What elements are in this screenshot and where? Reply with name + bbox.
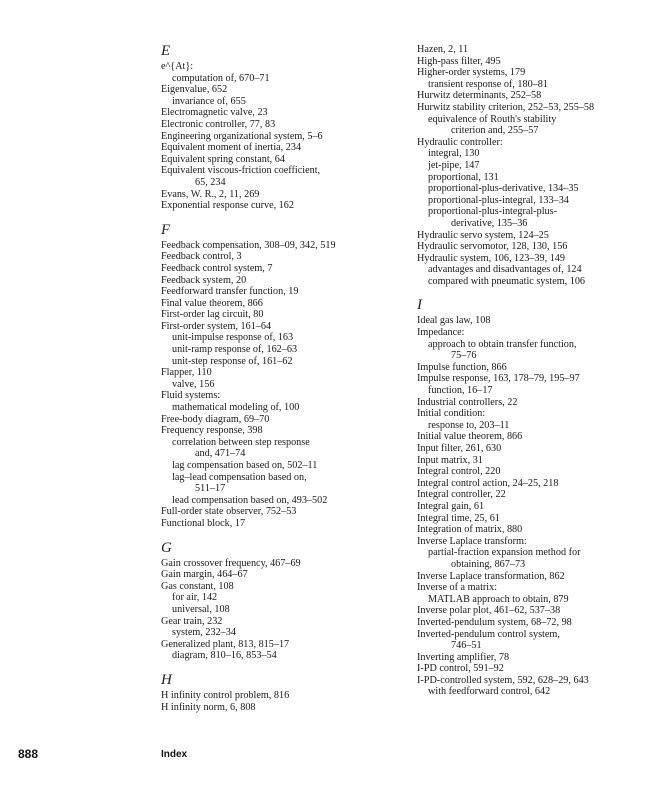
index-entry: Hurwitz determinants, 252–58 — [417, 90, 542, 102]
index-entry: Initial condition: — [417, 408, 486, 420]
index-entry: Electromagnetic valve, 23 — [161, 107, 268, 119]
index-entry: Equivalent viscous-friction coefficient, — [161, 165, 321, 177]
index-entry: Electronic controller, 77, 83 — [161, 118, 276, 130]
index-subentry: proportional, 131 — [428, 171, 499, 183]
index-subentry: integral, 130 — [428, 148, 480, 160]
index-subentry: for air, 142 — [172, 592, 218, 604]
section-gap — [161, 662, 396, 670]
index-entry: e^{At}: — [161, 61, 194, 72]
index-subentry: 65, 234 — [195, 176, 226, 188]
index-entry: Free-body diagram, 69–70 — [161, 413, 270, 425]
index-subentry: criterion and, 255–57 — [451, 125, 539, 137]
index-entry: Integration of matrix, 880 — [417, 524, 523, 536]
index-entry: Inverse Laplace transformation, 862 — [417, 570, 565, 582]
index-entry: Final value theorem, 866 — [161, 297, 263, 309]
section-letter: G — [161, 539, 172, 556]
section-gap — [161, 212, 396, 220]
index-subentry: valve, 156 — [172, 378, 215, 390]
index-entry: Feedback system, 20 — [161, 274, 247, 286]
index-subentry: unit-step response of, 161–62 — [172, 355, 293, 367]
index-entry: Input filter, 261, 630 — [417, 443, 502, 454]
index-subentry: 746–51 — [451, 640, 482, 652]
index-entry: Exponential response curve, 162 — [161, 200, 294, 212]
index-subentry: lead compensation based on, 493–502 — [172, 494, 328, 506]
section-letter: H — [161, 671, 172, 688]
index-subentry: jet-pipe, 147 — [428, 159, 480, 171]
index-subentry: proportional-plus-integral-plus- — [428, 206, 558, 218]
index-entry: Integral time, 25, 61 — [417, 512, 500, 524]
section-letter: I — [417, 297, 422, 314]
index-subentry: 511–17 — [195, 483, 226, 495]
index-entry: Hydraulic servo system, 124–25 — [417, 229, 549, 241]
index-entry: Inverted-pendulum control system, — [417, 628, 560, 640]
index-entry: Frequency response, 398 — [161, 425, 263, 437]
index-subentry: function, 16–17 — [428, 385, 493, 397]
index-entry: Initial value theorem, 866 — [417, 431, 523, 443]
index-subentry: unit-impulse response of, 163 — [172, 332, 294, 344]
index-subentry: advantages and disadvantages of, 124 — [428, 264, 582, 276]
index-subentry: computation of, 670–71 — [172, 72, 270, 84]
index-entry: Hurwitz stability criterion, 252–53, 255–58 — [417, 101, 595, 113]
index-subentry: lag compensation based on, 502–11 — [172, 460, 318, 471]
index-subentry: partial-fraction expansion method for — [428, 547, 581, 559]
index-entry: Hazen, 2, 11 — [417, 44, 469, 55]
index-entry: Higher-order systems, 179 — [417, 67, 526, 79]
index-entry: Gain margin, 464–67 — [161, 569, 248, 581]
index-subentry: with feedforward control, 642 — [428, 686, 551, 698]
index-entry: Feedforward transfer function, 19 — [161, 286, 299, 298]
index-entry: Integral gain, 61 — [417, 500, 485, 512]
index-column-left — [161, 44, 396, 713]
index-subentry: obtaining, 867–73 — [451, 558, 526, 570]
index-entry: Inverting amplifier, 78 — [417, 651, 510, 663]
index-subentry: universal, 108 — [172, 603, 230, 615]
index-entry: I-PD-controlled system, 592, 628–29, 643 — [417, 674, 589, 686]
index-entry: Impulse function, 866 — [417, 361, 507, 373]
index-entry: High-pass filter, 495 — [417, 55, 501, 67]
index-entry: Functional block, 17 — [161, 517, 246, 529]
index-subentry: correlation between step response — [172, 436, 310, 448]
index-entry: I-PD control, 591–92 — [417, 663, 504, 675]
index-entry: Inverted-pendulum system, 68–72, 98 — [417, 616, 572, 628]
index-entry: Industrial controllers, 22 — [417, 396, 518, 408]
index-entry: Gear train, 232 — [161, 615, 223, 627]
index-entry: Hydraulic servomotor, 128, 130, 156 — [417, 241, 568, 253]
index-subentry: and, 471–74 — [195, 448, 246, 460]
index-subentry: mathematical modeling of, 100 — [172, 402, 300, 414]
index-entry: Eigenvalue, 652 — [161, 84, 228, 96]
index-subentry: MATLAB approach to obtain, 879 — [428, 593, 569, 605]
index-subentry: invariance of, 655 — [172, 95, 246, 107]
index-subentry: proportional-plus-derivative, 134–35 — [428, 183, 579, 195]
index-subentry: diagram, 810–16, 853–54 — [172, 650, 277, 662]
index-entry: Equivalent moment of inertia, 234 — [161, 142, 302, 154]
index-entry: Gas constant, 108 — [161, 580, 234, 592]
index-subentry: unit-ramp response of, 162–63 — [172, 344, 298, 356]
index-subentry: lag–lead compensation based on, — [172, 471, 307, 483]
index-entry: Input matrix, 31 — [417, 454, 483, 466]
index-entry: Full-order state observer, 752–53 — [161, 506, 297, 518]
index-subentry: compared with pneumatic system, 106 — [428, 275, 586, 287]
index-entry: Feedback control, 3 — [161, 251, 242, 263]
index-subentry: proportional-plus-integral, 133–34 — [428, 194, 569, 206]
index-entry: Fluid systems: — [161, 390, 221, 402]
index-entry: Gain crossover frequency, 467–69 — [161, 557, 301, 569]
section-letter: E — [161, 43, 171, 59]
index-entry: Integral controller, 22 — [417, 489, 506, 501]
index-entry: Impulse response, 163, 178–79, 195–97 — [417, 373, 580, 385]
index-entry: Hydraulic controller: — [417, 136, 503, 148]
index-subentry: transient response of, 180–81 — [428, 78, 548, 90]
index-entry: Integral control action, 24–25, 218 — [417, 477, 559, 489]
index-entry: Inverse polar plot, 461–62, 537–38 — [417, 605, 561, 617]
section-letter: F — [161, 221, 171, 238]
index-entry: Equivalent spring constant, 64 — [161, 153, 285, 165]
index-entry: Feedback compensation, 308–09, 342, 519 — [161, 239, 336, 251]
index-entry: Impedance: — [417, 327, 465, 339]
index-subentry: derivative, 135–36 — [451, 217, 528, 229]
section-gap — [161, 530, 396, 538]
index-entry: Inverse of a matrix: — [417, 582, 498, 594]
running-footer-title: Index — [161, 749, 188, 760]
index-entry: Engineering organizational system, 5–6 — [161, 130, 323, 142]
index-subentry: 75–76 — [451, 350, 477, 362]
index-subentry: system, 232–34 — [172, 627, 236, 639]
index-entry: H infinity norm, 6, 808 — [161, 701, 256, 713]
index-subentry: equivalence of Routh's stability — [428, 113, 557, 125]
index-entry: Evans, W. R., 2, 11, 269 — [161, 188, 260, 200]
index-entry: Inverse Laplace transform: — [417, 535, 527, 547]
section-gap — [417, 287, 632, 295]
page-number: 888 — [18, 747, 39, 761]
index-entry: Feedback control system, 7 — [161, 262, 273, 274]
index-column-right — [417, 44, 632, 698]
index-entry: Hydraulic system, 106, 123–39, 149 — [417, 252, 565, 264]
index-entry: Ideal gas law, 108 — [417, 315, 491, 327]
index-subentry: approach to obtain transfer function, — [428, 338, 577, 350]
index-entry: Flapper, 110 — [161, 367, 212, 379]
index-entry: First-order lag circuit, 80 — [161, 309, 264, 321]
index-entry: Integral control, 220 — [417, 466, 501, 478]
index-entry: First-order system, 161–64 — [161, 320, 272, 332]
index-entry: H infinity control problem, 816 — [161, 689, 290, 701]
index-entry: Generalized plant, 813, 815–17 — [161, 638, 290, 650]
index-subentry: response to, 203–11 — [428, 419, 510, 431]
